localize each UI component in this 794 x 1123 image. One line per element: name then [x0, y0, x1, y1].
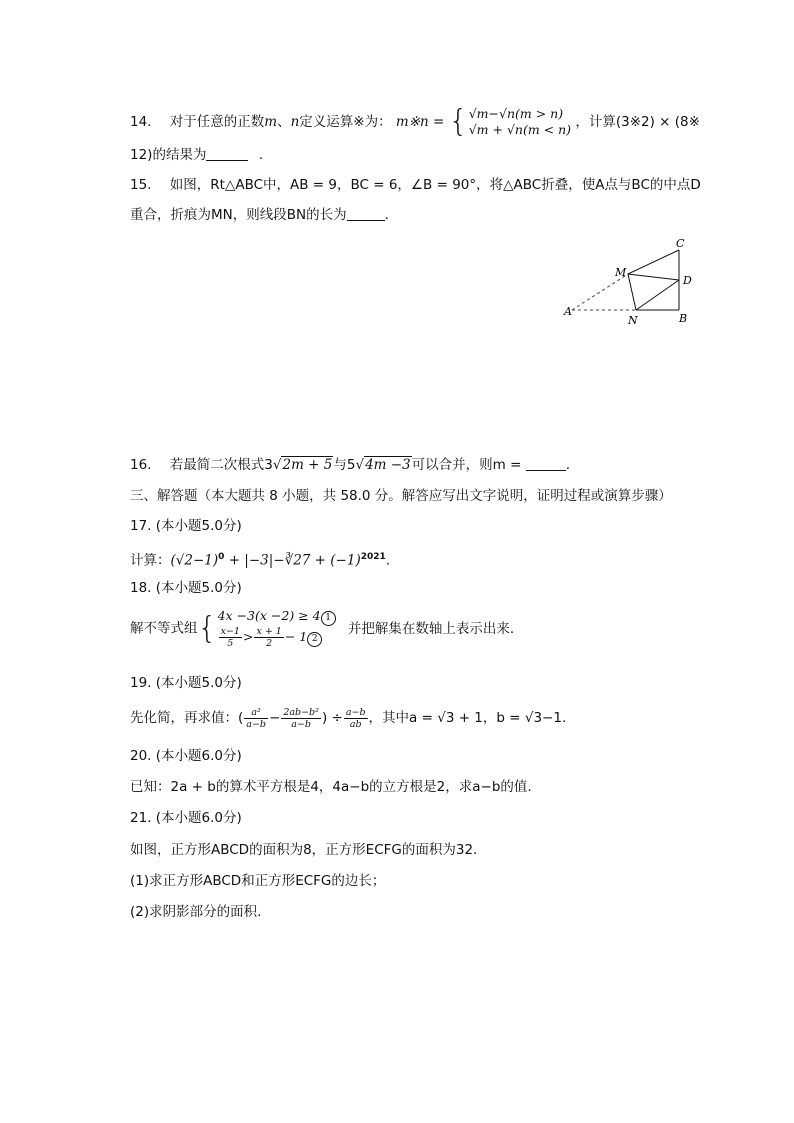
q18-head: 18. (本小题5.0分) — [130, 580, 242, 596]
q19-frac-1-den: a−b — [246, 718, 266, 730]
q20-head: 20. (本小题6.0分) — [130, 748, 242, 764]
q19-frac-2 — [281, 707, 321, 730]
q18-frac-left — [219, 626, 242, 649]
fig-line-MD — [628, 274, 679, 280]
q14-line2-text: 12)的结果为 — [130, 147, 207, 163]
q18-frac-right-den: 2 — [266, 638, 273, 649]
q14-stem-c: ，计算(3※2) × (8※ — [575, 114, 700, 130]
q18-label: 解不等式组 — [130, 620, 198, 637]
q17-sup0: 0 — [218, 552, 225, 562]
q17-expr-b: + |−3|−∛27 + (−1) — [224, 552, 361, 569]
q18-circled-1: 1 — [321, 611, 336, 626]
fig-label-A: A — [564, 305, 572, 318]
q20-body: 已知：2a + b的算术平方根是4，4a−b的立方根是2，求a−b的值. — [130, 779, 532, 795]
q18-frac-left-den: 5 — [227, 638, 234, 649]
fig-label-D: D — [683, 274, 692, 287]
q15-end: . — [384, 207, 389, 223]
q17-end: . — [385, 552, 391, 569]
q19-minus: − — [269, 710, 281, 726]
q18-tail: − 1 — [284, 629, 308, 644]
q17-label: 计算： — [130, 552, 171, 569]
q18-ineq1 — [218, 608, 336, 623]
q14-cases — [469, 106, 571, 138]
fig-label-N: N — [628, 314, 638, 327]
section-heading: 三、解答题（本大题共 8 小题，共 58.0 分。解答应写出文字说明，证明过程或演算步骤） — [130, 488, 672, 504]
q19-body — [130, 705, 566, 731]
q18-system — [218, 608, 336, 649]
q14-var-n: n — [290, 114, 300, 130]
q14-line2 — [130, 145, 263, 165]
q19-div: ) ÷ — [321, 710, 343, 726]
q18-circled-2: 2 — [307, 632, 322, 647]
q18-brace: { — [197, 610, 217, 646]
q16-end: . — [565, 457, 571, 473]
q18-frac-right — [254, 626, 283, 649]
fig-line-MC — [628, 250, 679, 274]
q18-frac-right-num: x + 1 — [256, 626, 282, 637]
q14-number: 14. — [130, 114, 152, 130]
fig-label-C: C — [676, 237, 685, 250]
q15-line2-text: 重合，折痕为MN，则线段BN的长为 — [130, 207, 347, 223]
q21-part2: (2)求阴影部分的面积. — [130, 904, 262, 920]
q15-figure — [560, 236, 700, 336]
q16-number: 16. — [130, 457, 152, 473]
q15-answer-blank[interactable] — [347, 206, 385, 221]
q16-answer-blank[interactable] — [526, 456, 566, 471]
q21-head: 21. (本小题6.0分) — [130, 810, 242, 826]
q16-text-b: 与5 — [333, 457, 356, 473]
q14-stem-a: 对于任意的正数 — [169, 114, 265, 130]
fig-line-AM — [572, 274, 628, 310]
q18-ineq2 — [218, 626, 323, 649]
q16-text-c: 可以合并，则m = — [411, 457, 522, 473]
q19-frac-3-den: ab — [349, 718, 362, 730]
q14-stem-b: 定义运算※为： — [299, 114, 392, 130]
q19-frac-1 — [244, 707, 268, 730]
q14-case1: √m−√n(m > n) — [468, 106, 564, 121]
q14-lhs: m※n = — [395, 114, 445, 130]
q16-text-a: 若最简二次根式3 — [169, 457, 273, 473]
q19-frac-3 — [344, 707, 368, 730]
q17-sup1: 2021 — [360, 552, 386, 562]
q16-line: 16. 若最简二次根式3√2m + 5与5√4m −3可以合并，则m = . — [130, 457, 571, 473]
q19-frac-1-num: a² — [244, 707, 268, 719]
q15-line2 — [130, 205, 389, 225]
q19-frac-2-den: a−b — [291, 718, 311, 730]
q14-end: . — [258, 147, 264, 163]
q14-line1 — [130, 106, 700, 138]
q15-line1 — [130, 175, 701, 195]
fig-line-MN — [628, 274, 636, 310]
q17-head: 17. (本小题5.0分) — [130, 518, 242, 534]
q14-case2: √m + √n(m < n) — [468, 122, 572, 137]
q19-label: 先化简，再求值：( — [130, 710, 244, 726]
q19-rest: ，其中a = √3 + 1，b = √3−1. — [368, 710, 567, 726]
q14-var-m: m — [264, 114, 278, 130]
q18-ineq1-text: 4x −3(x −2) ≥ 4 — [217, 608, 321, 623]
q18-frac-left-num: x−1 — [220, 626, 240, 637]
q17-body — [130, 547, 390, 571]
q19-frac-2-num: 2ab−b² — [283, 706, 319, 718]
q16-radicand-2: 4m −3 — [365, 457, 411, 473]
q14-answer-blank[interactable] — [206, 146, 248, 161]
q14-sep: 、 — [277, 114, 291, 130]
fig-label-B: B — [679, 312, 688, 325]
q15-line1-text: 如图，Rt△ABC中，AB = 9，BC = 6，∠B = 90°，将△ABC折叠，使A点与BC的中点D — [169, 177, 701, 193]
q21-part1: (1)求正方形ABCD和正方形ECFG的边长； — [130, 873, 386, 889]
q18-after: 并把解集在数轴上表示出来. — [347, 620, 515, 637]
q16-radicand-1: 2m + 5 — [282, 457, 333, 473]
q19-head: 19. (本小题5.0分) — [130, 675, 242, 691]
q17-expr-a: (√2−1) — [170, 552, 219, 569]
q18-body — [130, 608, 514, 649]
fig-line-ND — [636, 280, 679, 310]
q21-body: 如图，正方形ABCD的面积为8，正方形ECFG的面积为32. — [130, 842, 478, 858]
q19-frac-3-num: a−b — [345, 706, 366, 718]
q18-gt: > — [242, 629, 254, 644]
fig-label-M: M — [615, 266, 627, 279]
q15-number: 15. — [130, 177, 152, 193]
q14-brace: { — [448, 104, 468, 139]
